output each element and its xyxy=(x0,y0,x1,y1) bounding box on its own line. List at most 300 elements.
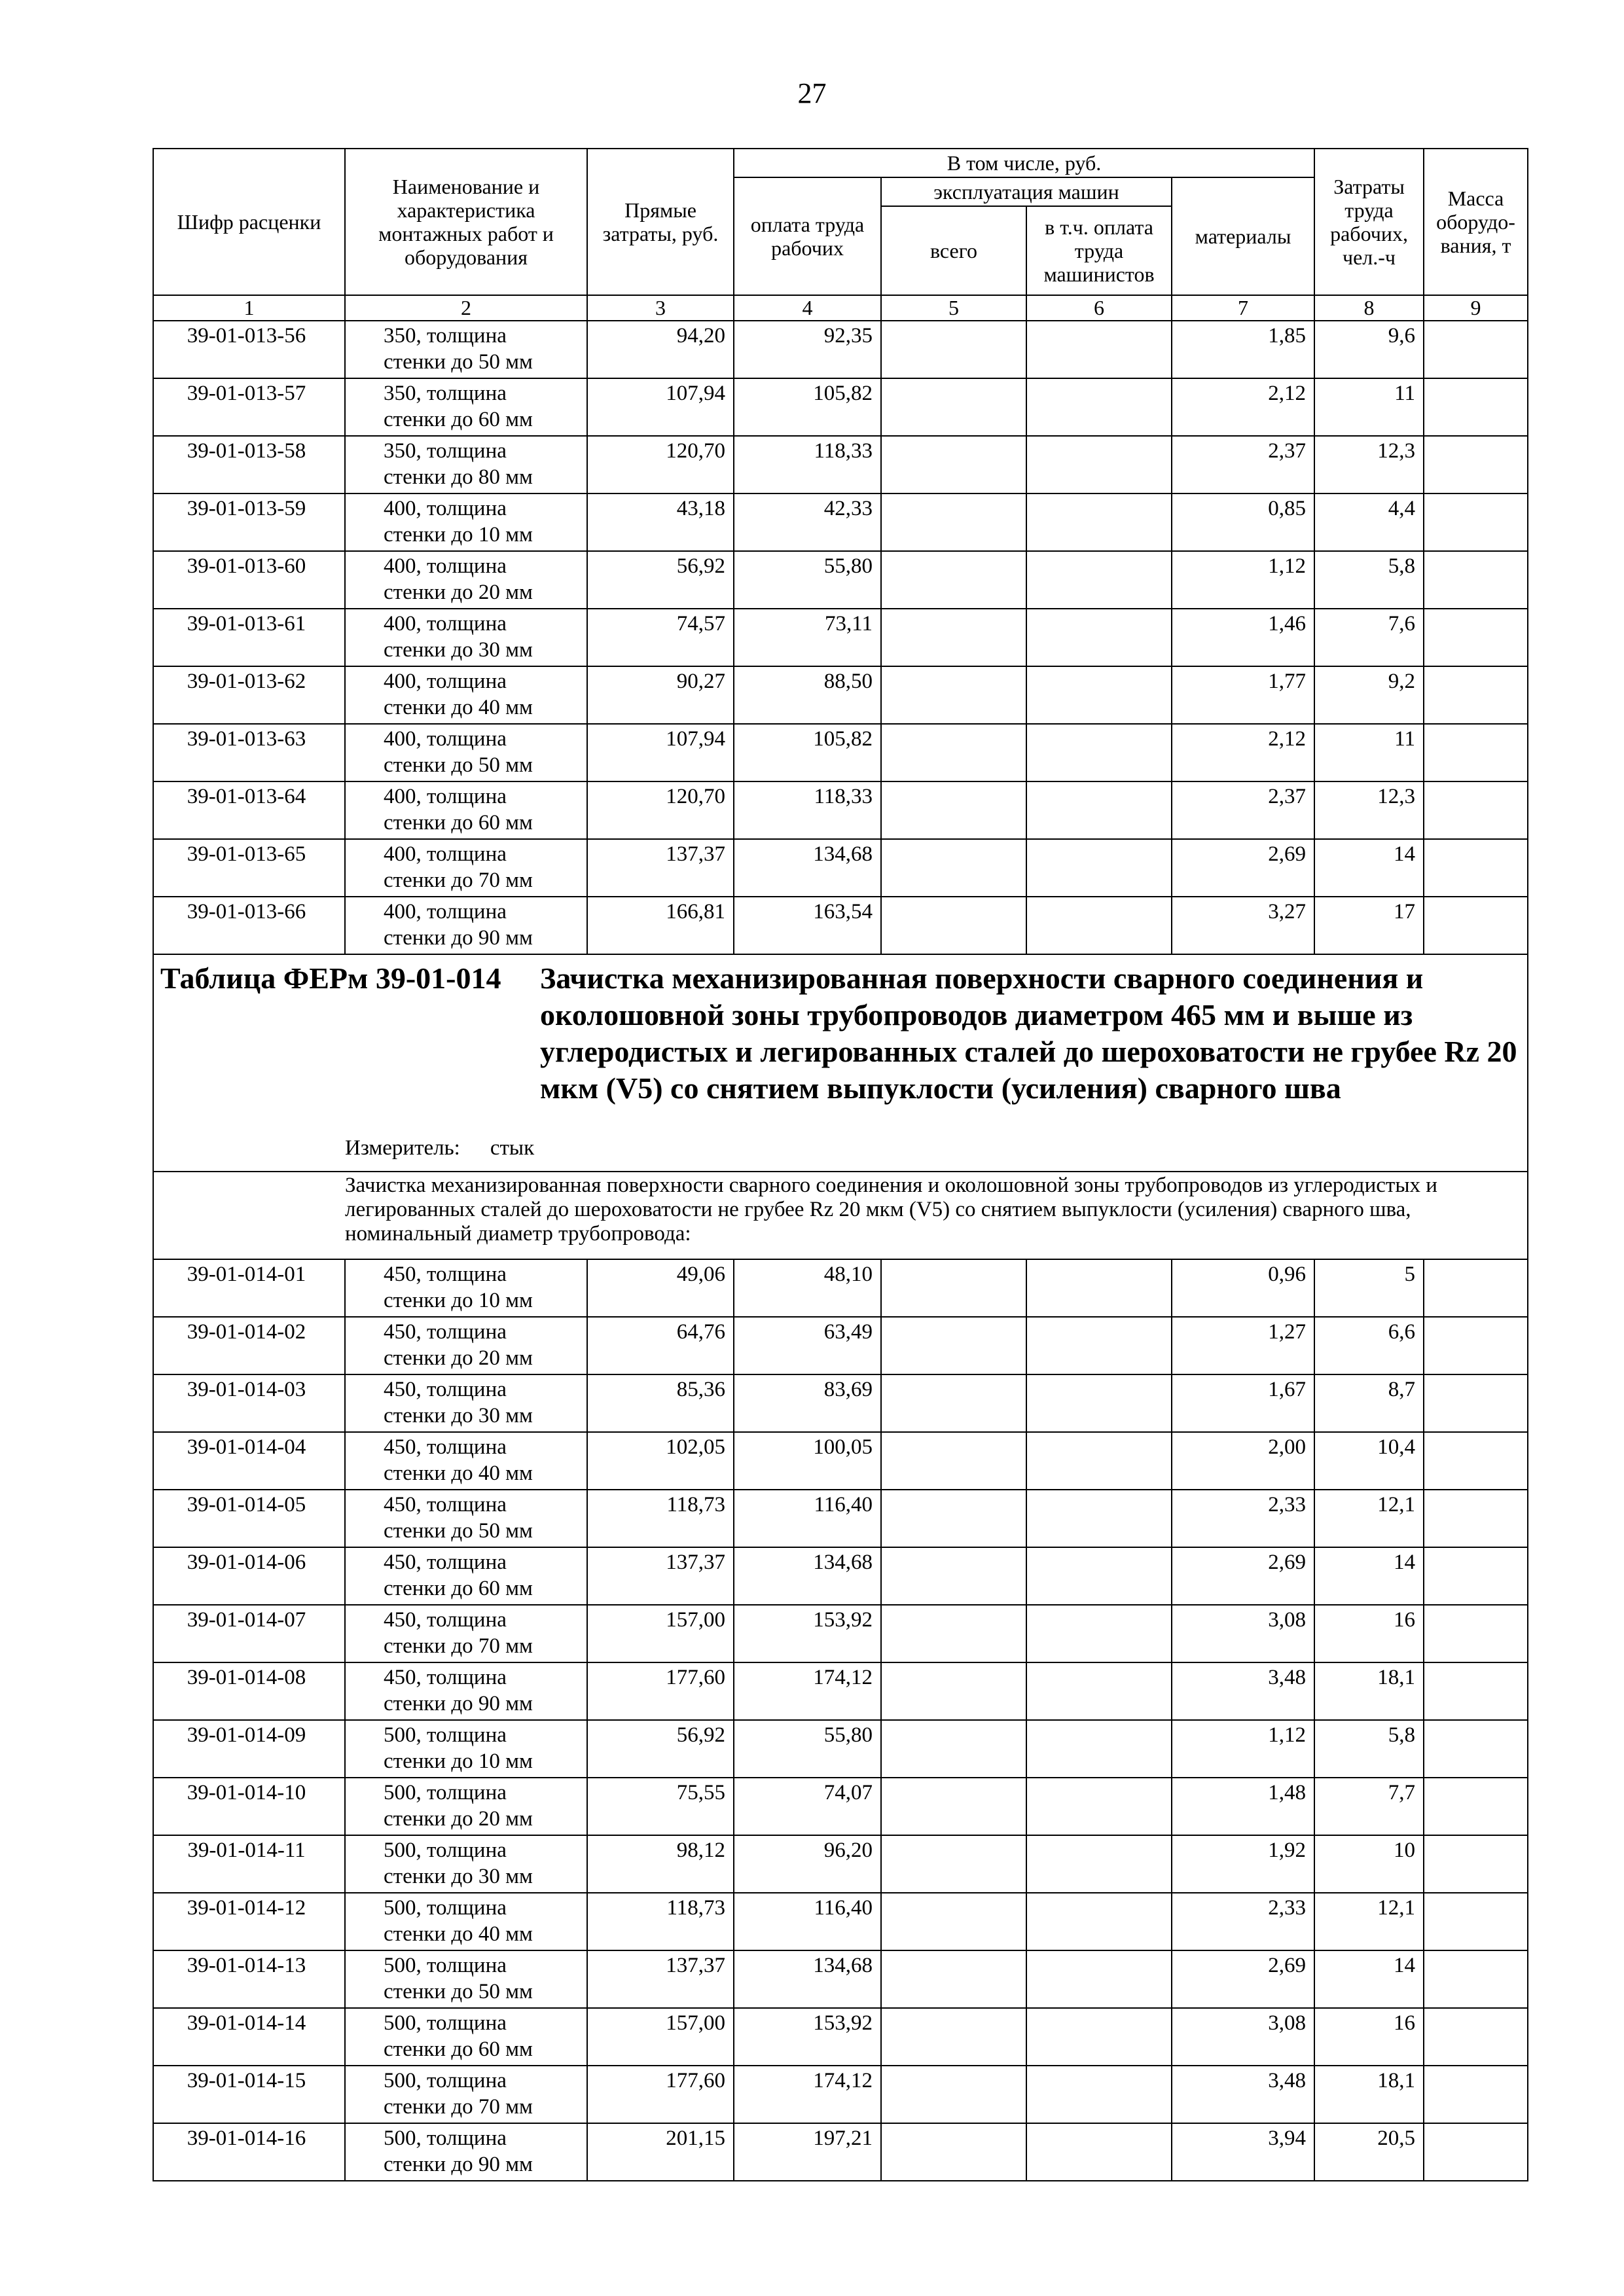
section-title-cell xyxy=(153,954,1528,1172)
equipment-mass xyxy=(1424,1835,1528,1893)
machines-wages xyxy=(1026,436,1172,493)
machines-wages xyxy=(1026,1259,1172,1317)
header-direct: Прямые затраты, руб. xyxy=(587,149,734,295)
rate-code: 39-01-014-08 xyxy=(153,1662,345,1720)
machines-total xyxy=(881,1835,1026,1893)
labor-hours: 9,6 xyxy=(1314,321,1424,378)
work-name-line2: стенки до 40 мм xyxy=(384,1462,533,1485)
rate-code: 39-01-014-10 xyxy=(153,1778,345,1835)
table-row xyxy=(153,436,1528,493)
wages-cost: 134,68 xyxy=(734,1547,881,1605)
work-name-line2: стенки до 10 мм xyxy=(384,523,533,547)
rate-code: 39-01-014-06 xyxy=(153,1547,345,1605)
table-row xyxy=(153,1605,1528,1662)
work-name-line1: 500, толщина xyxy=(384,1723,507,1747)
direct-cost: 43,18 xyxy=(587,493,734,551)
materials-cost: 2,00 xyxy=(1172,1432,1314,1490)
materials-cost: 1,85 xyxy=(1172,321,1314,378)
materials-cost: 2,12 xyxy=(1172,378,1314,436)
header-materials: материалы xyxy=(1172,177,1314,295)
machines-total xyxy=(881,493,1026,551)
labor-hours: 18,1 xyxy=(1314,1662,1424,1720)
labor-hours: 5 xyxy=(1314,1259,1424,1317)
section-description: Зачистка механизированная поверхности сварного соединения и околошовной зоны трубопроводов из углеродистых и легированных сталей до шероховатости не грубее Rz 20 мкм (V5) со снятием выпуклости (усиления) сварного шва, номинальный диаметр трубопровода: xyxy=(153,1172,1528,1259)
work-name-line2: стенки до 60 мм xyxy=(384,1577,533,1600)
work-name xyxy=(345,1317,587,1374)
rate-code: 39-01-014-12 xyxy=(153,1893,345,1950)
wages-cost: 197,21 xyxy=(734,2123,881,2181)
wages-cost: 92,35 xyxy=(734,321,881,378)
work-name-line1: 400, толщина xyxy=(384,554,507,578)
rate-code: 39-01-014-15 xyxy=(153,2066,345,2123)
col-number: 1 xyxy=(153,295,345,321)
table-row xyxy=(153,1317,1528,1374)
work-name-line1: 500, толщина xyxy=(384,1839,507,1862)
labor-hours: 11 xyxy=(1314,378,1424,436)
materials-cost: 2,69 xyxy=(1172,1950,1314,2008)
wages-cost: 105,82 xyxy=(734,724,881,781)
table-row xyxy=(153,1490,1528,1547)
machines-total xyxy=(881,724,1026,781)
rate-code: 39-01-013-66 xyxy=(153,897,345,954)
machines-total xyxy=(881,1950,1026,2008)
work-name-line2: стенки до 20 мм xyxy=(384,1346,533,1370)
machines-total xyxy=(881,781,1026,839)
rate-code: 39-01-013-63 xyxy=(153,724,345,781)
labor-hours: 16 xyxy=(1314,2008,1424,2066)
work-name xyxy=(345,1893,587,1950)
work-name-line2: стенки до 60 мм xyxy=(384,811,533,834)
rate-code: 39-01-014-14 xyxy=(153,2008,345,2066)
work-name xyxy=(345,1720,587,1778)
wages-cost: 63,49 xyxy=(734,1317,881,1374)
machines-wages xyxy=(1026,1662,1172,1720)
wages-cost: 88,50 xyxy=(734,666,881,724)
wages-cost: 174,12 xyxy=(734,2066,881,2123)
work-name-line1: 500, толщина xyxy=(384,2126,507,2150)
section-label: Таблица ФЕРм 39-01-014 xyxy=(160,961,501,995)
machines-total xyxy=(881,436,1026,493)
work-name-line1: 400, толщина xyxy=(384,900,507,924)
materials-cost: 1,27 xyxy=(1172,1317,1314,1374)
work-name-line1: 400, толщина xyxy=(384,497,507,520)
work-name xyxy=(345,1950,587,2008)
labor-hours: 16 xyxy=(1314,1605,1424,1662)
machines-total xyxy=(881,2123,1026,2181)
machines-wages xyxy=(1026,1720,1172,1778)
table-row xyxy=(153,2066,1528,2123)
wages-cost: 74,07 xyxy=(734,1778,881,1835)
work-name xyxy=(345,1662,587,1720)
direct-cost: 137,37 xyxy=(587,1547,734,1605)
measure-line xyxy=(345,1135,534,1161)
work-name-line1: 500, толщина xyxy=(384,1896,507,1920)
table-row xyxy=(153,1374,1528,1432)
machines-total xyxy=(881,1720,1026,1778)
header-machines: эксплуатация машин xyxy=(881,177,1172,206)
machines-total xyxy=(881,1259,1026,1317)
work-name-line1: 400, толщина xyxy=(384,785,507,808)
wages-cost: 134,68 xyxy=(734,1950,881,2008)
table-row xyxy=(153,781,1528,839)
machines-wages xyxy=(1026,2008,1172,2066)
work-name-line1: 400, толщина xyxy=(384,842,507,866)
materials-cost: 2,69 xyxy=(1172,1547,1314,1605)
labor-hours: 20,5 xyxy=(1314,2123,1424,2181)
rate-code: 39-01-014-02 xyxy=(153,1317,345,1374)
equipment-mass xyxy=(1424,1490,1528,1547)
labor-hours: 7,6 xyxy=(1314,609,1424,666)
direct-cost: 157,00 xyxy=(587,2008,734,2066)
header-code: Шифр расценки xyxy=(153,149,345,295)
direct-cost: 49,06 xyxy=(587,1259,734,1317)
work-name-line2: стенки до 30 мм xyxy=(384,1865,533,1888)
rate-code: 39-01-014-03 xyxy=(153,1374,345,1432)
col-number: 5 xyxy=(881,295,1026,321)
table-row xyxy=(153,1950,1528,2008)
machines-total xyxy=(881,1432,1026,1490)
machines-total xyxy=(881,1893,1026,1950)
machines-total xyxy=(881,1778,1026,1835)
rate-code: 39-01-013-58 xyxy=(153,436,345,493)
machines-wages xyxy=(1026,724,1172,781)
work-name-line1: 500, толщина xyxy=(384,1954,507,1977)
equipment-mass xyxy=(1424,1317,1528,1374)
work-name xyxy=(345,493,587,551)
work-name-line1: 450, толщина xyxy=(384,1666,507,1689)
work-name-line2: стенки до 90 мм xyxy=(384,1692,533,1715)
work-name xyxy=(345,378,587,436)
wages-cost: 100,05 xyxy=(734,1432,881,1490)
materials-cost: 2,33 xyxy=(1172,1893,1314,1950)
rate-code: 39-01-014-16 xyxy=(153,2123,345,2181)
work-name xyxy=(345,609,587,666)
labor-hours: 17 xyxy=(1314,897,1424,954)
work-name-line2: стенки до 30 мм xyxy=(384,1404,533,1427)
wages-cost: 55,80 xyxy=(734,1720,881,1778)
machines-total xyxy=(881,321,1026,378)
work-name xyxy=(345,666,587,724)
machines-wages xyxy=(1026,609,1172,666)
equipment-mass xyxy=(1424,1432,1528,1490)
work-name-line1: 450, толщина xyxy=(384,1320,507,1344)
work-name xyxy=(345,1432,587,1490)
work-name-line1: 350, толщина xyxy=(384,439,507,463)
table-row xyxy=(153,666,1528,724)
work-name-line1: 450, толщина xyxy=(384,1263,507,1286)
col-number: 4 xyxy=(734,295,881,321)
work-name-line2: стенки до 40 мм xyxy=(384,1922,533,1946)
wages-cost: 48,10 xyxy=(734,1259,881,1317)
materials-cost: 2,69 xyxy=(1172,839,1314,897)
page-number: 27 xyxy=(797,77,827,109)
header-name: Наименование и характеристика монтажных работ и оборудования xyxy=(345,149,587,295)
machines-total xyxy=(881,897,1026,954)
work-name-line1: 500, толщина xyxy=(384,2069,507,2092)
rate-code: 39-01-014-13 xyxy=(153,1950,345,2008)
labor-hours: 8,7 xyxy=(1314,1374,1424,1432)
materials-cost: 1,12 xyxy=(1172,1720,1314,1778)
machines-wages xyxy=(1026,493,1172,551)
labor-hours: 10,4 xyxy=(1314,1432,1424,1490)
work-name-line1: 450, толщина xyxy=(384,1608,507,1632)
table-row xyxy=(153,1778,1528,1835)
table-row xyxy=(153,839,1528,897)
equipment-mass xyxy=(1424,1547,1528,1605)
rate-code: 39-01-013-65 xyxy=(153,839,345,897)
rows-group-013 xyxy=(153,321,1528,954)
table-header xyxy=(153,149,1528,321)
work-name-line2: стенки до 90 мм xyxy=(384,2153,533,2176)
header-including: В том числе, руб. xyxy=(734,149,1314,177)
work-name-line2: стенки до 20 мм xyxy=(384,581,533,604)
work-name-line2: стенки до 90 мм xyxy=(384,926,533,950)
labor-hours: 12,3 xyxy=(1314,781,1424,839)
direct-cost: 137,37 xyxy=(587,1950,734,2008)
labor-hours: 5,8 xyxy=(1314,551,1424,609)
materials-cost: 2,12 xyxy=(1172,724,1314,781)
machines-total xyxy=(881,551,1026,609)
wages-cost: 116,40 xyxy=(734,1893,881,1950)
work-name xyxy=(345,897,587,954)
work-name-line1: 400, толщина xyxy=(384,670,507,693)
labor-hours: 14 xyxy=(1314,1547,1424,1605)
labor-hours: 7,7 xyxy=(1314,1778,1424,1835)
header-labor: Затраты труда рабочих, чел.-ч xyxy=(1314,149,1424,295)
wages-cost: 153,92 xyxy=(734,1605,881,1662)
wages-cost: 73,11 xyxy=(734,609,881,666)
work-name-line1: 450, толщина xyxy=(384,1493,507,1516)
labor-hours: 10 xyxy=(1314,1835,1424,1893)
materials-cost: 0,85 xyxy=(1172,493,1314,551)
work-name-line2: стенки до 60 мм xyxy=(384,2037,533,2061)
equipment-mass xyxy=(1424,1374,1528,1432)
equipment-mass xyxy=(1424,378,1528,436)
labor-hours: 4,4 xyxy=(1314,493,1424,551)
labor-hours: 14 xyxy=(1314,839,1424,897)
machines-wages xyxy=(1026,1317,1172,1374)
materials-cost: 3,48 xyxy=(1172,1662,1314,1720)
labor-hours: 5,8 xyxy=(1314,1720,1424,1778)
rate-code: 39-01-014-09 xyxy=(153,1720,345,1778)
machines-total xyxy=(881,839,1026,897)
work-name xyxy=(345,1605,587,1662)
labor-hours: 11 xyxy=(1314,724,1424,781)
materials-cost: 1,46 xyxy=(1172,609,1314,666)
table-row xyxy=(153,321,1528,378)
work-name-line1: 450, толщина xyxy=(384,1551,507,1574)
header-machines-total: всего xyxy=(881,206,1026,295)
equipment-mass xyxy=(1424,436,1528,493)
direct-cost: 85,36 xyxy=(587,1374,734,1432)
equipment-mass xyxy=(1424,1720,1528,1778)
equipment-mass xyxy=(1424,1605,1528,1662)
equipment-mass xyxy=(1424,1950,1528,2008)
materials-cost: 1,67 xyxy=(1172,1374,1314,1432)
machines-total xyxy=(881,1490,1026,1547)
labor-hours: 12,1 xyxy=(1314,1893,1424,1950)
rate-code: 39-01-013-61 xyxy=(153,609,345,666)
direct-cost: 94,20 xyxy=(587,321,734,378)
equipment-mass xyxy=(1424,493,1528,551)
wages-cost: 118,33 xyxy=(734,781,881,839)
col-number: 6 xyxy=(1026,295,1172,321)
work-name-line2: стенки до 50 мм xyxy=(384,1980,533,2003)
direct-cost: 107,94 xyxy=(587,378,734,436)
machines-total xyxy=(881,1317,1026,1374)
equipment-mass xyxy=(1424,666,1528,724)
table-row xyxy=(153,609,1528,666)
labor-hours: 6,6 xyxy=(1314,1317,1424,1374)
equipment-mass xyxy=(1424,2066,1528,2123)
labor-hours: 18,1 xyxy=(1314,2066,1424,2123)
table-row xyxy=(153,897,1528,954)
direct-cost: 157,00 xyxy=(587,1605,734,1662)
rate-code: 39-01-013-62 xyxy=(153,666,345,724)
machines-total xyxy=(881,666,1026,724)
machines-wages xyxy=(1026,839,1172,897)
work-name-line2: стенки до 60 мм xyxy=(384,408,533,431)
equipment-mass xyxy=(1424,1259,1528,1317)
machines-wages xyxy=(1026,378,1172,436)
direct-cost: 177,60 xyxy=(587,1662,734,1720)
materials-cost: 2,33 xyxy=(1172,1490,1314,1547)
machines-wages xyxy=(1026,897,1172,954)
work-name-line1: 500, толщина xyxy=(384,2011,507,2035)
rates-table xyxy=(153,148,1528,2181)
labor-hours: 9,2 xyxy=(1314,666,1424,724)
wages-cost: 105,82 xyxy=(734,378,881,436)
machines-wages xyxy=(1026,1893,1172,1950)
work-name-line1: 400, толщина xyxy=(384,727,507,751)
direct-cost: 166,81 xyxy=(587,897,734,954)
section-title: Зачистка механизированная поверхности сварного соединения и околошовной зоны трубопроводов диаметром 465 мм и выше из углеродистых и легированных сталей до шероховатости не грубее Rz 20 мкм (V5) со снятием выпуклости (усиления) сварного шва xyxy=(540,961,1517,1105)
rate-code: 39-01-014-07 xyxy=(153,1605,345,1662)
work-name-line1: 450, толщина xyxy=(384,1378,507,1401)
work-name-line2: стенки до 50 мм xyxy=(384,1519,533,1543)
table-row xyxy=(153,1662,1528,1720)
labor-hours: 12,3 xyxy=(1314,436,1424,493)
machines-total xyxy=(881,1547,1026,1605)
work-name-line2: стенки до 70 мм xyxy=(384,2095,533,2119)
direct-cost: 137,37 xyxy=(587,839,734,897)
machines-wages xyxy=(1026,666,1172,724)
equipment-mass xyxy=(1424,321,1528,378)
direct-cost: 107,94 xyxy=(587,724,734,781)
work-name xyxy=(345,2008,587,2066)
materials-cost: 3,94 xyxy=(1172,2123,1314,2181)
table-row xyxy=(153,2008,1528,2066)
machines-total xyxy=(881,609,1026,666)
col-number: 7 xyxy=(1172,295,1314,321)
col-number: 9 xyxy=(1424,295,1528,321)
wages-cost: 96,20 xyxy=(734,1835,881,1893)
work-name xyxy=(345,1835,587,1893)
machines-total xyxy=(881,1605,1026,1662)
table-row xyxy=(153,1432,1528,1490)
direct-cost: 120,70 xyxy=(587,436,734,493)
work-name-line2: стенки до 50 мм xyxy=(384,753,533,777)
wages-cost: 153,92 xyxy=(734,2008,881,2066)
equipment-mass xyxy=(1424,1893,1528,1950)
work-name-line2: стенки до 70 мм xyxy=(384,869,533,892)
machines-wages xyxy=(1026,1490,1172,1547)
machines-wages xyxy=(1026,1432,1172,1490)
header-mass: Масса оборудо-вания, т xyxy=(1424,149,1528,295)
work-name xyxy=(345,1490,587,1547)
work-name xyxy=(345,839,587,897)
work-name-line1: 350, толщина xyxy=(384,324,507,348)
materials-cost: 1,77 xyxy=(1172,666,1314,724)
table-row xyxy=(153,1259,1528,1317)
materials-cost: 2,37 xyxy=(1172,436,1314,493)
direct-cost: 56,92 xyxy=(587,1720,734,1778)
machines-total xyxy=(881,1374,1026,1432)
table-row xyxy=(153,1547,1528,1605)
work-name xyxy=(345,2066,587,2123)
machines-wages xyxy=(1026,1950,1172,2008)
table-row xyxy=(153,551,1528,609)
rate-code: 39-01-014-05 xyxy=(153,1490,345,1547)
direct-cost: 74,57 xyxy=(587,609,734,666)
rate-code: 39-01-014-11 xyxy=(153,1835,345,1893)
machines-wages xyxy=(1026,2066,1172,2123)
materials-cost: 3,08 xyxy=(1172,1605,1314,1662)
machines-wages xyxy=(1026,1778,1172,1835)
section-block xyxy=(153,954,1528,1259)
rate-code: 39-01-013-56 xyxy=(153,321,345,378)
wages-cost: 163,54 xyxy=(734,897,881,954)
work-name-line1: 400, толщина xyxy=(384,612,507,636)
rows-group-014 xyxy=(153,1259,1528,2181)
materials-cost: 1,92 xyxy=(1172,1835,1314,1893)
col-number: 3 xyxy=(587,295,734,321)
work-name-line2: стенки до 50 мм xyxy=(384,350,533,374)
rate-code: 39-01-014-04 xyxy=(153,1432,345,1490)
direct-cost: 90,27 xyxy=(587,666,734,724)
wages-cost: 116,40 xyxy=(734,1490,881,1547)
work-name xyxy=(345,1374,587,1432)
rate-code: 39-01-013-57 xyxy=(153,378,345,436)
equipment-mass xyxy=(1424,1778,1528,1835)
work-name xyxy=(345,1778,587,1835)
materials-cost: 1,48 xyxy=(1172,1778,1314,1835)
work-name xyxy=(345,436,587,493)
wages-cost: 83,69 xyxy=(734,1374,881,1432)
machines-wages xyxy=(1026,1547,1172,1605)
materials-cost: 2,37 xyxy=(1172,781,1314,839)
work-name-line1: 350, толщина xyxy=(384,382,507,405)
table-row xyxy=(153,1893,1528,1950)
machines-wages xyxy=(1026,321,1172,378)
work-name xyxy=(345,551,587,609)
direct-cost: 98,12 xyxy=(587,1835,734,1893)
work-name xyxy=(345,2123,587,2181)
col-number: 2 xyxy=(345,295,587,321)
direct-cost: 120,70 xyxy=(587,781,734,839)
rate-code: 39-01-014-01 xyxy=(153,1259,345,1317)
labor-hours: 12,1 xyxy=(1314,1490,1424,1547)
table-row xyxy=(153,378,1528,436)
wages-cost: 174,12 xyxy=(734,1662,881,1720)
labor-hours: 14 xyxy=(1314,1950,1424,2008)
work-name-line1: 450, толщина xyxy=(384,1435,507,1459)
rate-code: 39-01-013-59 xyxy=(153,493,345,551)
direct-cost: 201,15 xyxy=(587,2123,734,2181)
measure-value: стык xyxy=(490,1136,535,1160)
work-name-line2: стенки до 20 мм xyxy=(384,1807,533,1831)
work-name xyxy=(345,1547,587,1605)
